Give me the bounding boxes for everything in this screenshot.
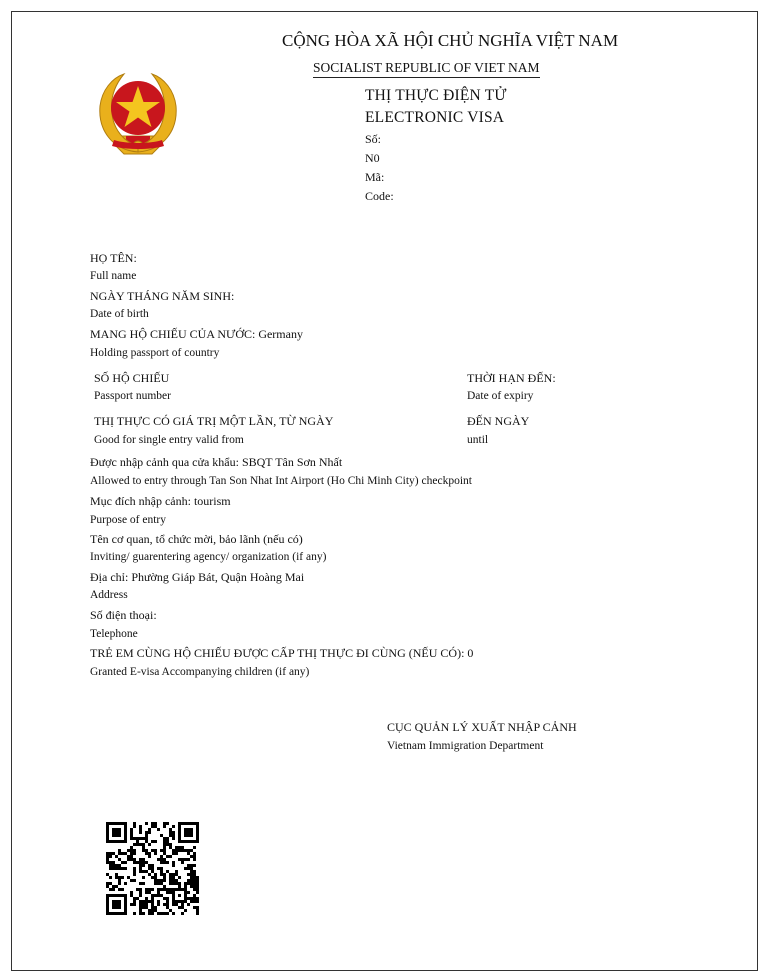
telephone-en: Telephone <box>90 628 138 640</box>
dob-label-en: Date of birth <box>90 308 149 320</box>
passport-number-label-en: Passport number <box>94 390 171 402</box>
country-name-vi: CỘNG HÒA XÃ HỘI CHỦ NGHĨA VIỆT NAM <box>282 31 619 50</box>
valid-until-label-vi: ĐẾN NGÀY <box>467 414 530 428</box>
dob-label-vi: NGÀY THÁNG NĂM SINH: <box>90 289 235 303</box>
visa-title-en: ELECTRONIC VISA <box>365 109 505 126</box>
passport-number-label-vi: SỐ HỘ CHIẾU <box>94 371 170 385</box>
full-name-label-en: Full name <box>90 270 137 282</box>
valid-until-label-en: until <box>467 434 489 446</box>
passport-country-vi: MANG HỘ CHIẾU CỦA NƯỚC: Germany <box>90 327 303 341</box>
number-label-vi: Số: <box>365 132 382 146</box>
expiry-label-vi: THỜI HẠN ĐẾN: <box>467 371 556 385</box>
telephone-vi: Số điện thoại: <box>90 608 157 622</box>
qr-code-icon <box>106 822 199 915</box>
passport-country-en: Holding passport of country <box>90 347 220 359</box>
visa-title-vi: THỊ THỰC ĐIỆN TỬ <box>365 87 507 104</box>
children-en: Granted E-visa Accompanying children (if any) <box>90 666 310 678</box>
children-vi: TRẺ EM CÙNG HỘ CHIẾU ĐƯỢC CẤP THỊ THỰC ĐI CÙNG (NẾU CÓ): 0 <box>90 646 474 660</box>
code-label-vi: Mã: <box>365 170 385 184</box>
address-vi: Địa chỉ: Phường Giáp Bát, Quận Hoàng Mai <box>90 570 305 584</box>
expiry-label-en: Date of expiry <box>467 390 534 402</box>
purpose-en: Purpose of entry <box>90 514 167 526</box>
national-emblem-icon <box>92 70 184 158</box>
agency-vi: Tên cơ quan, tổ chức mời, bảo lãnh (nếu có) <box>90 532 303 546</box>
valid-from-label-en: Good for single entry valid from <box>94 434 244 446</box>
code-label-en: Code: <box>365 189 394 203</box>
country-name-en: SOCIALIST REPUBLIC OF VIET NAM <box>313 60 540 78</box>
checkpoint-en: Allowed to entry through Tan Son Nhat Int Airport (Ho Chi Minh City) checkpoint <box>90 475 472 487</box>
address-en: Address <box>90 589 128 601</box>
department-vi: CỤC QUẢN LÝ XUẤT NHẬP CẢNH <box>387 720 577 734</box>
full-name-label-vi: HỌ TÊN: <box>90 251 137 265</box>
purpose-vi: Mục đích nhập cảnh: tourism <box>90 494 231 508</box>
agency-en: Inviting/ guarentering agency/ organization (if any) <box>90 551 327 563</box>
department-en: Vietnam Immigration Department <box>387 740 544 752</box>
valid-from-label-vi: THỊ THỰC CÓ GIÁ TRỊ MỘT LẦN, TỪ NGÀY <box>94 414 334 428</box>
checkpoint-vi: Được nhập cảnh qua cửa khẩu: SBQT Tân Sơn Nhất <box>90 455 343 469</box>
number-label-en: N0 <box>365 151 380 165</box>
